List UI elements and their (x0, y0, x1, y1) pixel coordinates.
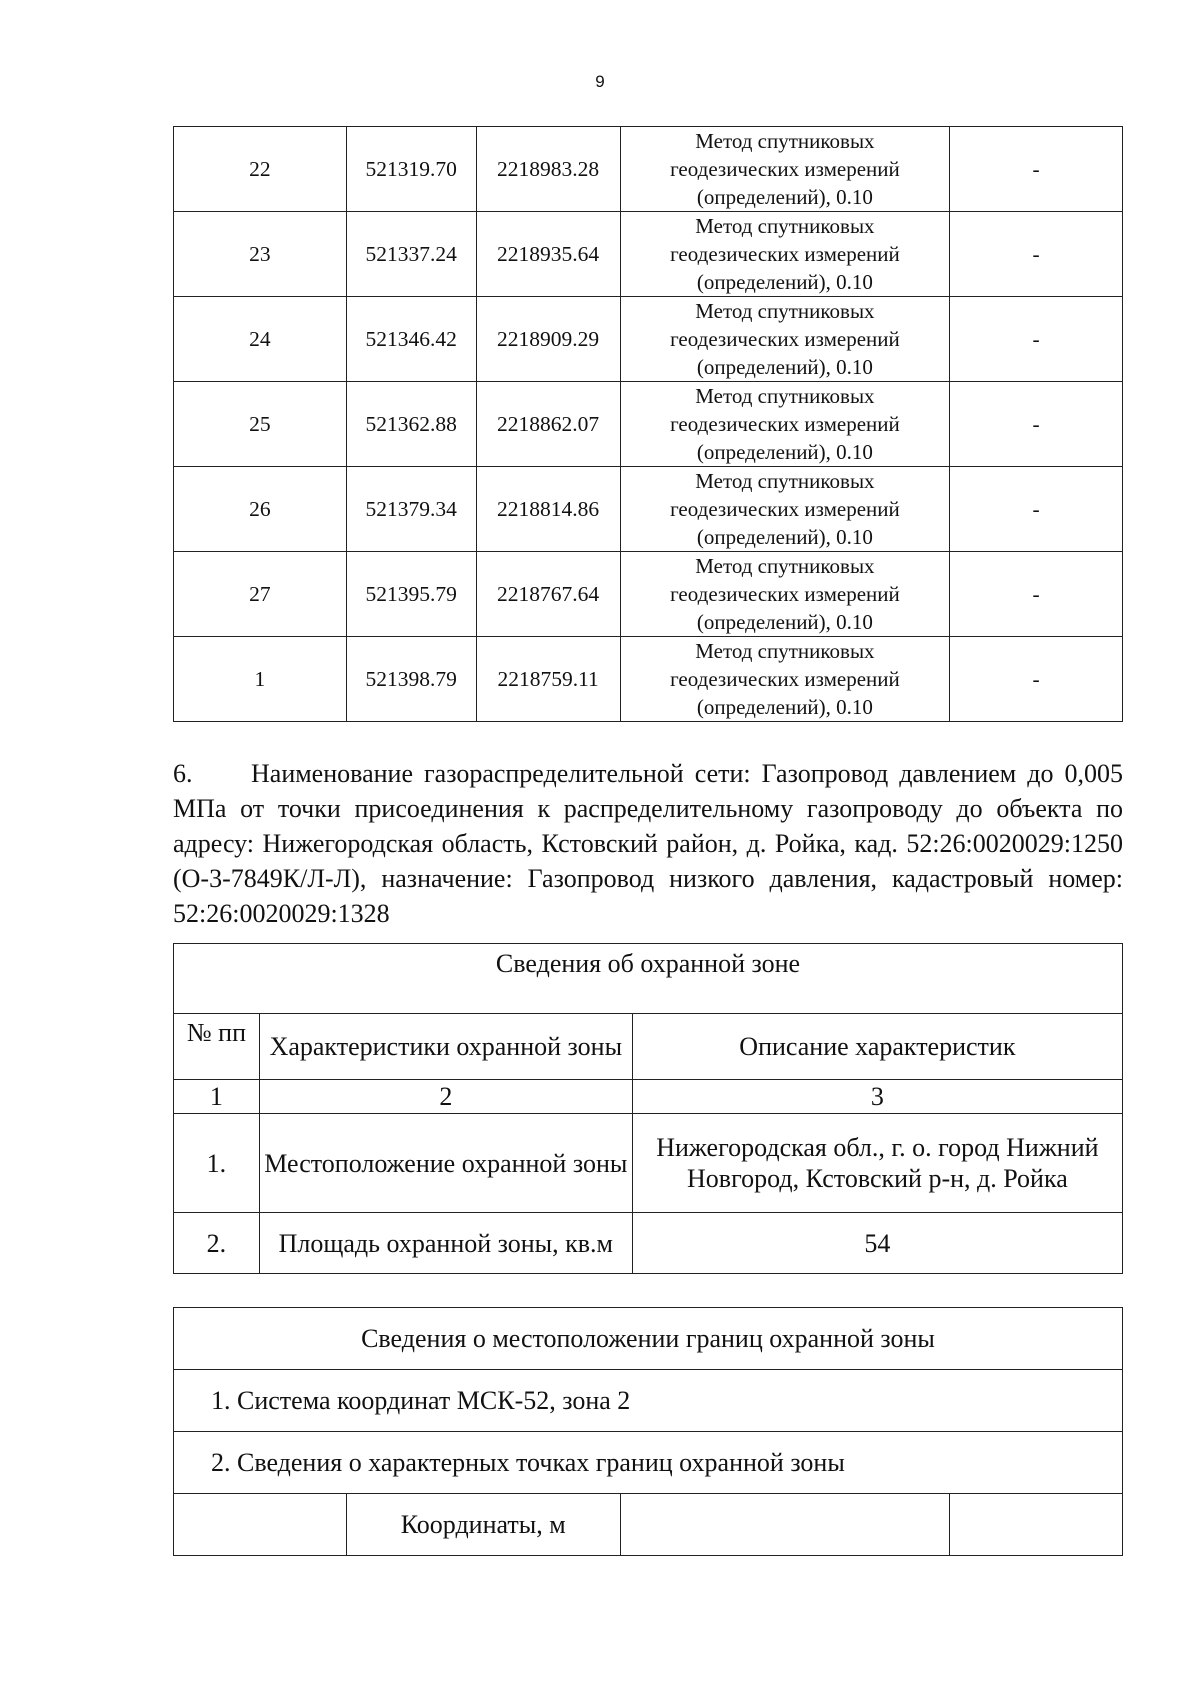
method-line: (определений), 0.10 (696, 185, 873, 209)
method-line: геодезических измерений (670, 497, 900, 521)
point-description: - (950, 212, 1123, 297)
column-index: 1 (174, 1080, 260, 1114)
method-line: (определений), 0.10 (696, 355, 873, 379)
point-description: - (950, 297, 1123, 382)
point-number: 22 (174, 127, 347, 212)
method-line: Метод спутниковых (695, 214, 875, 238)
coord-y: 2218862.07 (476, 382, 620, 467)
method-line: Метод спутниковых (695, 469, 875, 493)
measurement-method (620, 127, 950, 212)
point-description: - (950, 382, 1123, 467)
coordinates-table (173, 126, 1123, 722)
table-row (174, 212, 1123, 297)
method-line: (определений), 0.10 (696, 525, 873, 549)
method-line: геодезических измерений (670, 242, 900, 266)
method-line: (определений), 0.10 (696, 270, 873, 294)
coord-y: 2218759.11 (476, 637, 620, 722)
coord-y: 2218983.28 (476, 127, 620, 212)
method-line: Метод спутниковых (695, 129, 875, 153)
coord-y: 2218814.86 (476, 467, 620, 552)
column-index: 2 (259, 1080, 632, 1114)
table-row (174, 382, 1123, 467)
column-index: 3 (632, 1080, 1122, 1114)
points-info: 2. Сведения о характерных точках границ охранной зоны (174, 1432, 1123, 1494)
row-characteristic: Местоположение охранной зоны (259, 1114, 632, 1213)
section-text: Наименование газораспределительной сети: Газопровод давлением до 0,005 МПа от точки присоединения к распределительному газопроводу до объекта по адресу: Нижегородская область, Кстовский район, д. Ройка, кад. 52:26:0020029:1250 (О-3-7849К/Л-Л), назначение: Газопровод низкого давления, кадастровый номер: 52:26:0020029:1328 (173, 759, 1123, 928)
coord-y: 2218909.29 (476, 297, 620, 382)
row-number: 2. (174, 1213, 260, 1274)
coord-y: 2218767.64 (476, 552, 620, 637)
table-row (174, 297, 1123, 382)
coord-x: 521346.42 (346, 297, 476, 382)
point-number: 27 (174, 552, 347, 637)
coord-x: 521362.88 (346, 382, 476, 467)
measurement-method (620, 212, 950, 297)
coord-x: 521319.70 (346, 127, 476, 212)
coord-x: 521398.79 (346, 637, 476, 722)
coord-x: 521337.24 (346, 212, 476, 297)
table-row (174, 637, 1123, 722)
table-row (174, 127, 1123, 212)
method-line: геодезических измерений (670, 582, 900, 606)
measurement-method (620, 297, 950, 382)
measurement-method (620, 467, 950, 552)
page-number: 9 (595, 72, 605, 91)
measurement-method (620, 552, 950, 637)
method-line: Метод спутниковых (695, 554, 875, 578)
header-number: № пп (174, 1014, 260, 1080)
table-row (174, 467, 1123, 552)
boundaries-table (173, 1307, 1123, 1556)
point-description: - (950, 552, 1123, 637)
empty-cell (174, 1494, 347, 1556)
coordinates-header: Координаты, м (346, 1494, 620, 1556)
method-line: геодезических измерений (670, 412, 900, 436)
point-number: 1 (174, 637, 347, 722)
section-number: 6. (173, 759, 193, 788)
method-line: (определений), 0.10 (696, 610, 873, 634)
point-number: 26 (174, 467, 347, 552)
method-line: Метод спутниковых (695, 639, 875, 663)
empty-cell (950, 1494, 1123, 1556)
point-number: 25 (174, 382, 347, 467)
method-line: геодезических измерений (670, 667, 900, 691)
method-line: (определений), 0.10 (696, 695, 873, 719)
measurement-method (620, 637, 950, 722)
header-characteristics: Характеристики охранной зоны (259, 1014, 632, 1080)
protection-zone-table (173, 943, 1123, 1274)
header-description: Описание характеристик (632, 1014, 1122, 1080)
method-line: Метод спутниковых (695, 384, 875, 408)
row-number: 1. (174, 1114, 260, 1213)
zone-table-title: Сведения об охранной зоне (174, 944, 1123, 1014)
section-paragraph (173, 756, 1123, 931)
method-line: (определений), 0.10 (696, 440, 873, 464)
method-line: Метод спутниковых (695, 299, 875, 323)
coord-x: 521395.79 (346, 552, 476, 637)
boundaries-title: Сведения о местоположении границ охранной зоны (174, 1308, 1123, 1370)
row-description: Нижегородская обл., г. о. город Нижний Новгород, Кстовский р-н, д. Ройка (632, 1114, 1122, 1213)
coord-y: 2218935.64 (476, 212, 620, 297)
point-number: 24 (174, 297, 347, 382)
point-description: - (950, 637, 1123, 722)
point-number: 23 (174, 212, 347, 297)
row-characteristic: Площадь охранной зоны, кв.м (259, 1213, 632, 1274)
coordinate-system: 1. Система координат МСК-52, зона 2 (174, 1370, 1123, 1432)
coord-x: 521379.34 (346, 467, 476, 552)
measurement-method (620, 382, 950, 467)
row-description: 54 (632, 1213, 1122, 1274)
point-description: - (950, 127, 1123, 212)
point-description: - (950, 467, 1123, 552)
table-row (174, 552, 1123, 637)
method-line: геодезических измерений (670, 157, 900, 181)
method-line: геодезических измерений (670, 327, 900, 351)
empty-cell (620, 1494, 950, 1556)
